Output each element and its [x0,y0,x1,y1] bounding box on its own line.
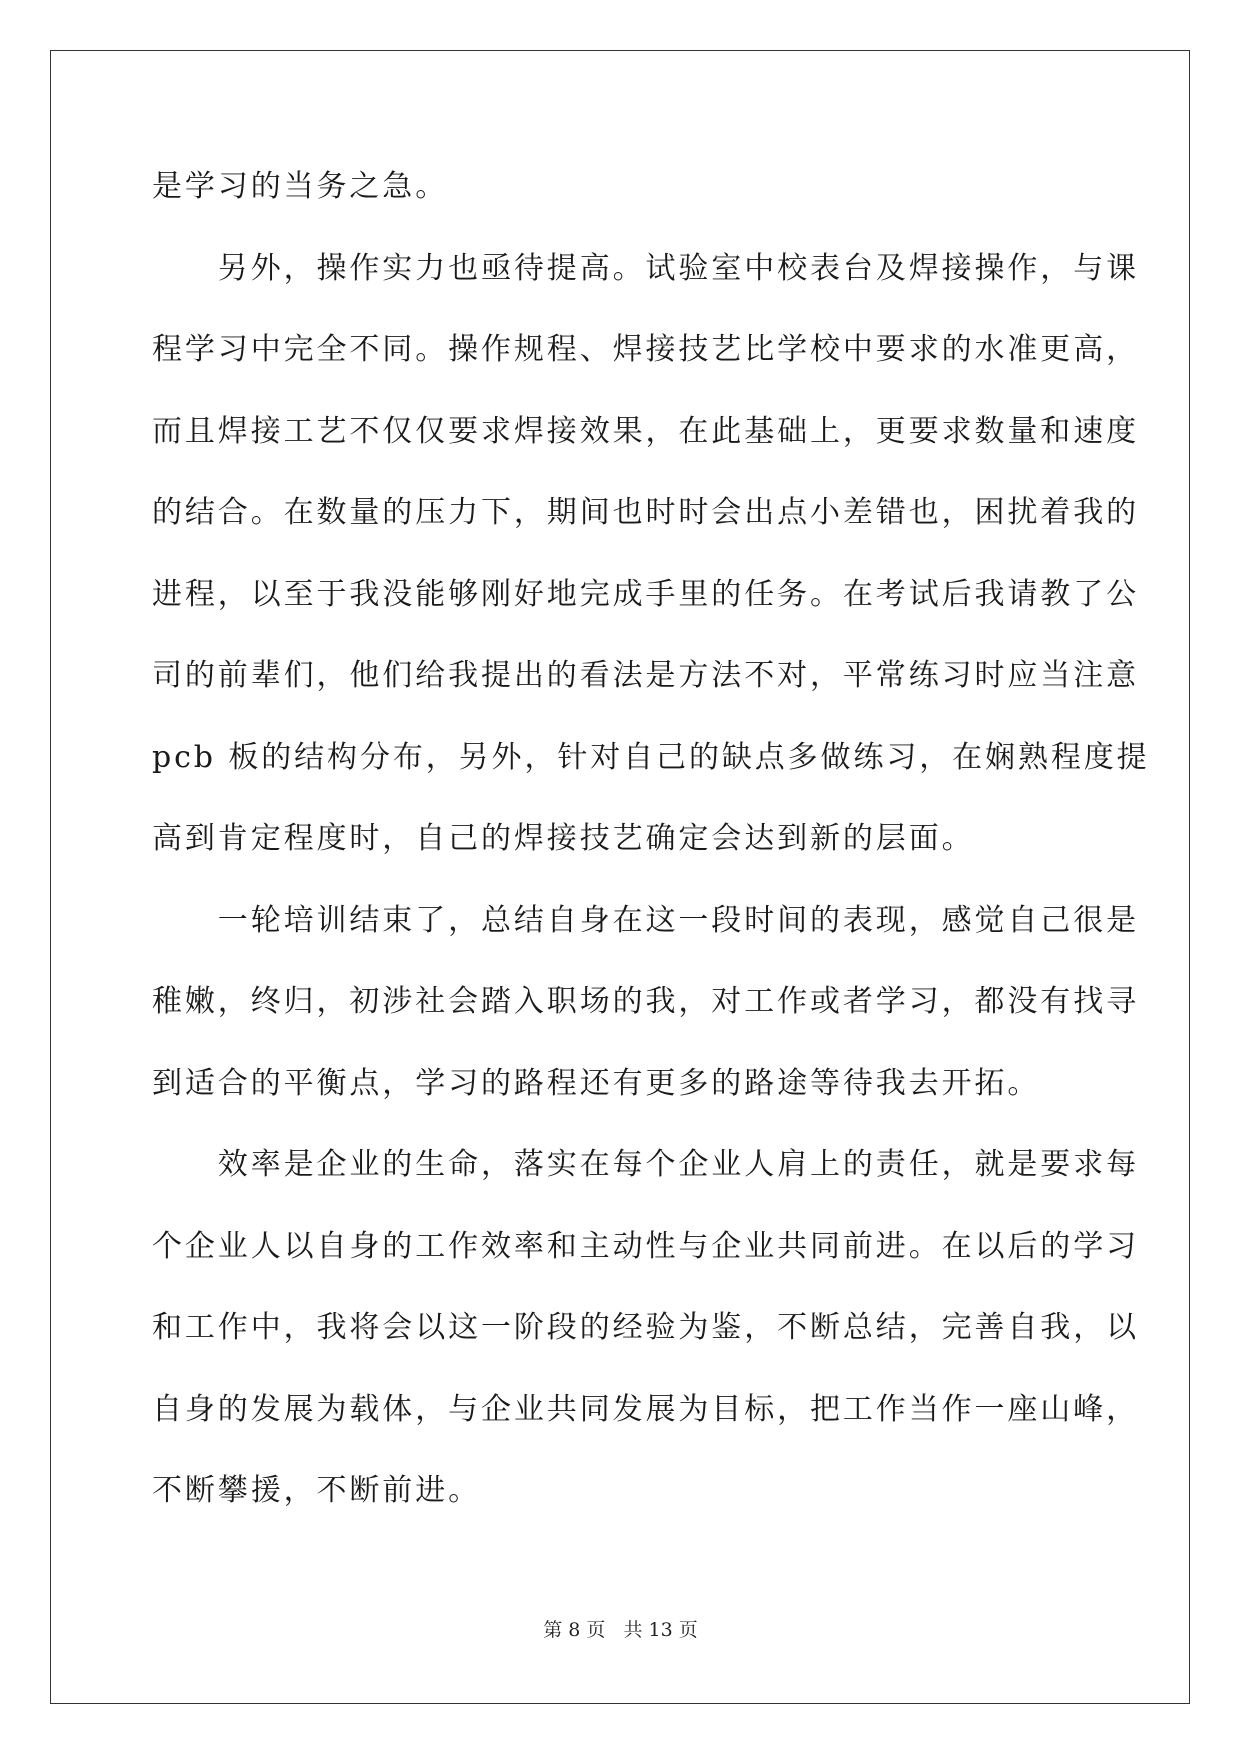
text-line: 程学习中完全不同。操作规程、焊接技艺比学校中要求的水准更高， [152,332,1139,367]
text-line: 高到肯定程度时，自己的焊接技艺确定会达到新的层面。 [152,821,975,856]
text-line: 和工作中，我将会以这一阶段的经验为鉴，不断总结，完善自我，以 [152,1310,1139,1345]
page-footer [0,1615,1241,1642]
text-line: 的结合。在数量的压力下，期间也时时会出点小差错也，困扰着我的 [152,495,1139,530]
text-line: 效率是企业的生命，落实在每个企业人肩上的责任，就是要求每 [152,1147,1139,1182]
text-line: 不断攀援，不断前进。 [152,1473,481,1508]
text-line: 进程，以至于我没能够刚好地完成手里的任务。在考试后我请教了公 [152,576,1139,612]
page-total: 共 13 页 [623,1619,698,1641]
text-line: 到适合的平衡点，学习的路程还有更多的路途等待我去开拓。 [152,1065,1041,1101]
text-line: 个企业人以自身的工作效率和主动性与企业共同前进。在以后的学习 [152,1228,1139,1264]
text-line: 是学习的当务之急。 [152,169,449,204]
text-line: 司的前辈们，他们给我提出的看法是方法不对，平常练习时应当注意 [152,658,1139,693]
text-line: pcb 板的结构分布，另外，针对自己的缺点多做练习，在娴熟程度提 [152,739,1150,775]
text-line: 另外，操作实力也亟待提高。试验室中校表台及焊接操作，与课 [152,250,1139,286]
text-line: 一轮培训结束了，总结自身在这一段时间的表现，感觉自己很是 [152,902,1139,938]
document-body [152,146,1150,1532]
text-line: 稚嫩，终归，初涉社会踏入职场的我，对工作或者学习，都没有找寻 [152,984,1139,1019]
page-number: 第 8 页 [543,1619,606,1641]
text-line: 自身的发展为载体，与企业共同发展为目标，把工作当作一座山峰， [152,1391,1139,1427]
text-line: 而且焊接工艺不仅仅要求焊接效果，在此基础上，更要求数量和速度 [152,413,1139,449]
